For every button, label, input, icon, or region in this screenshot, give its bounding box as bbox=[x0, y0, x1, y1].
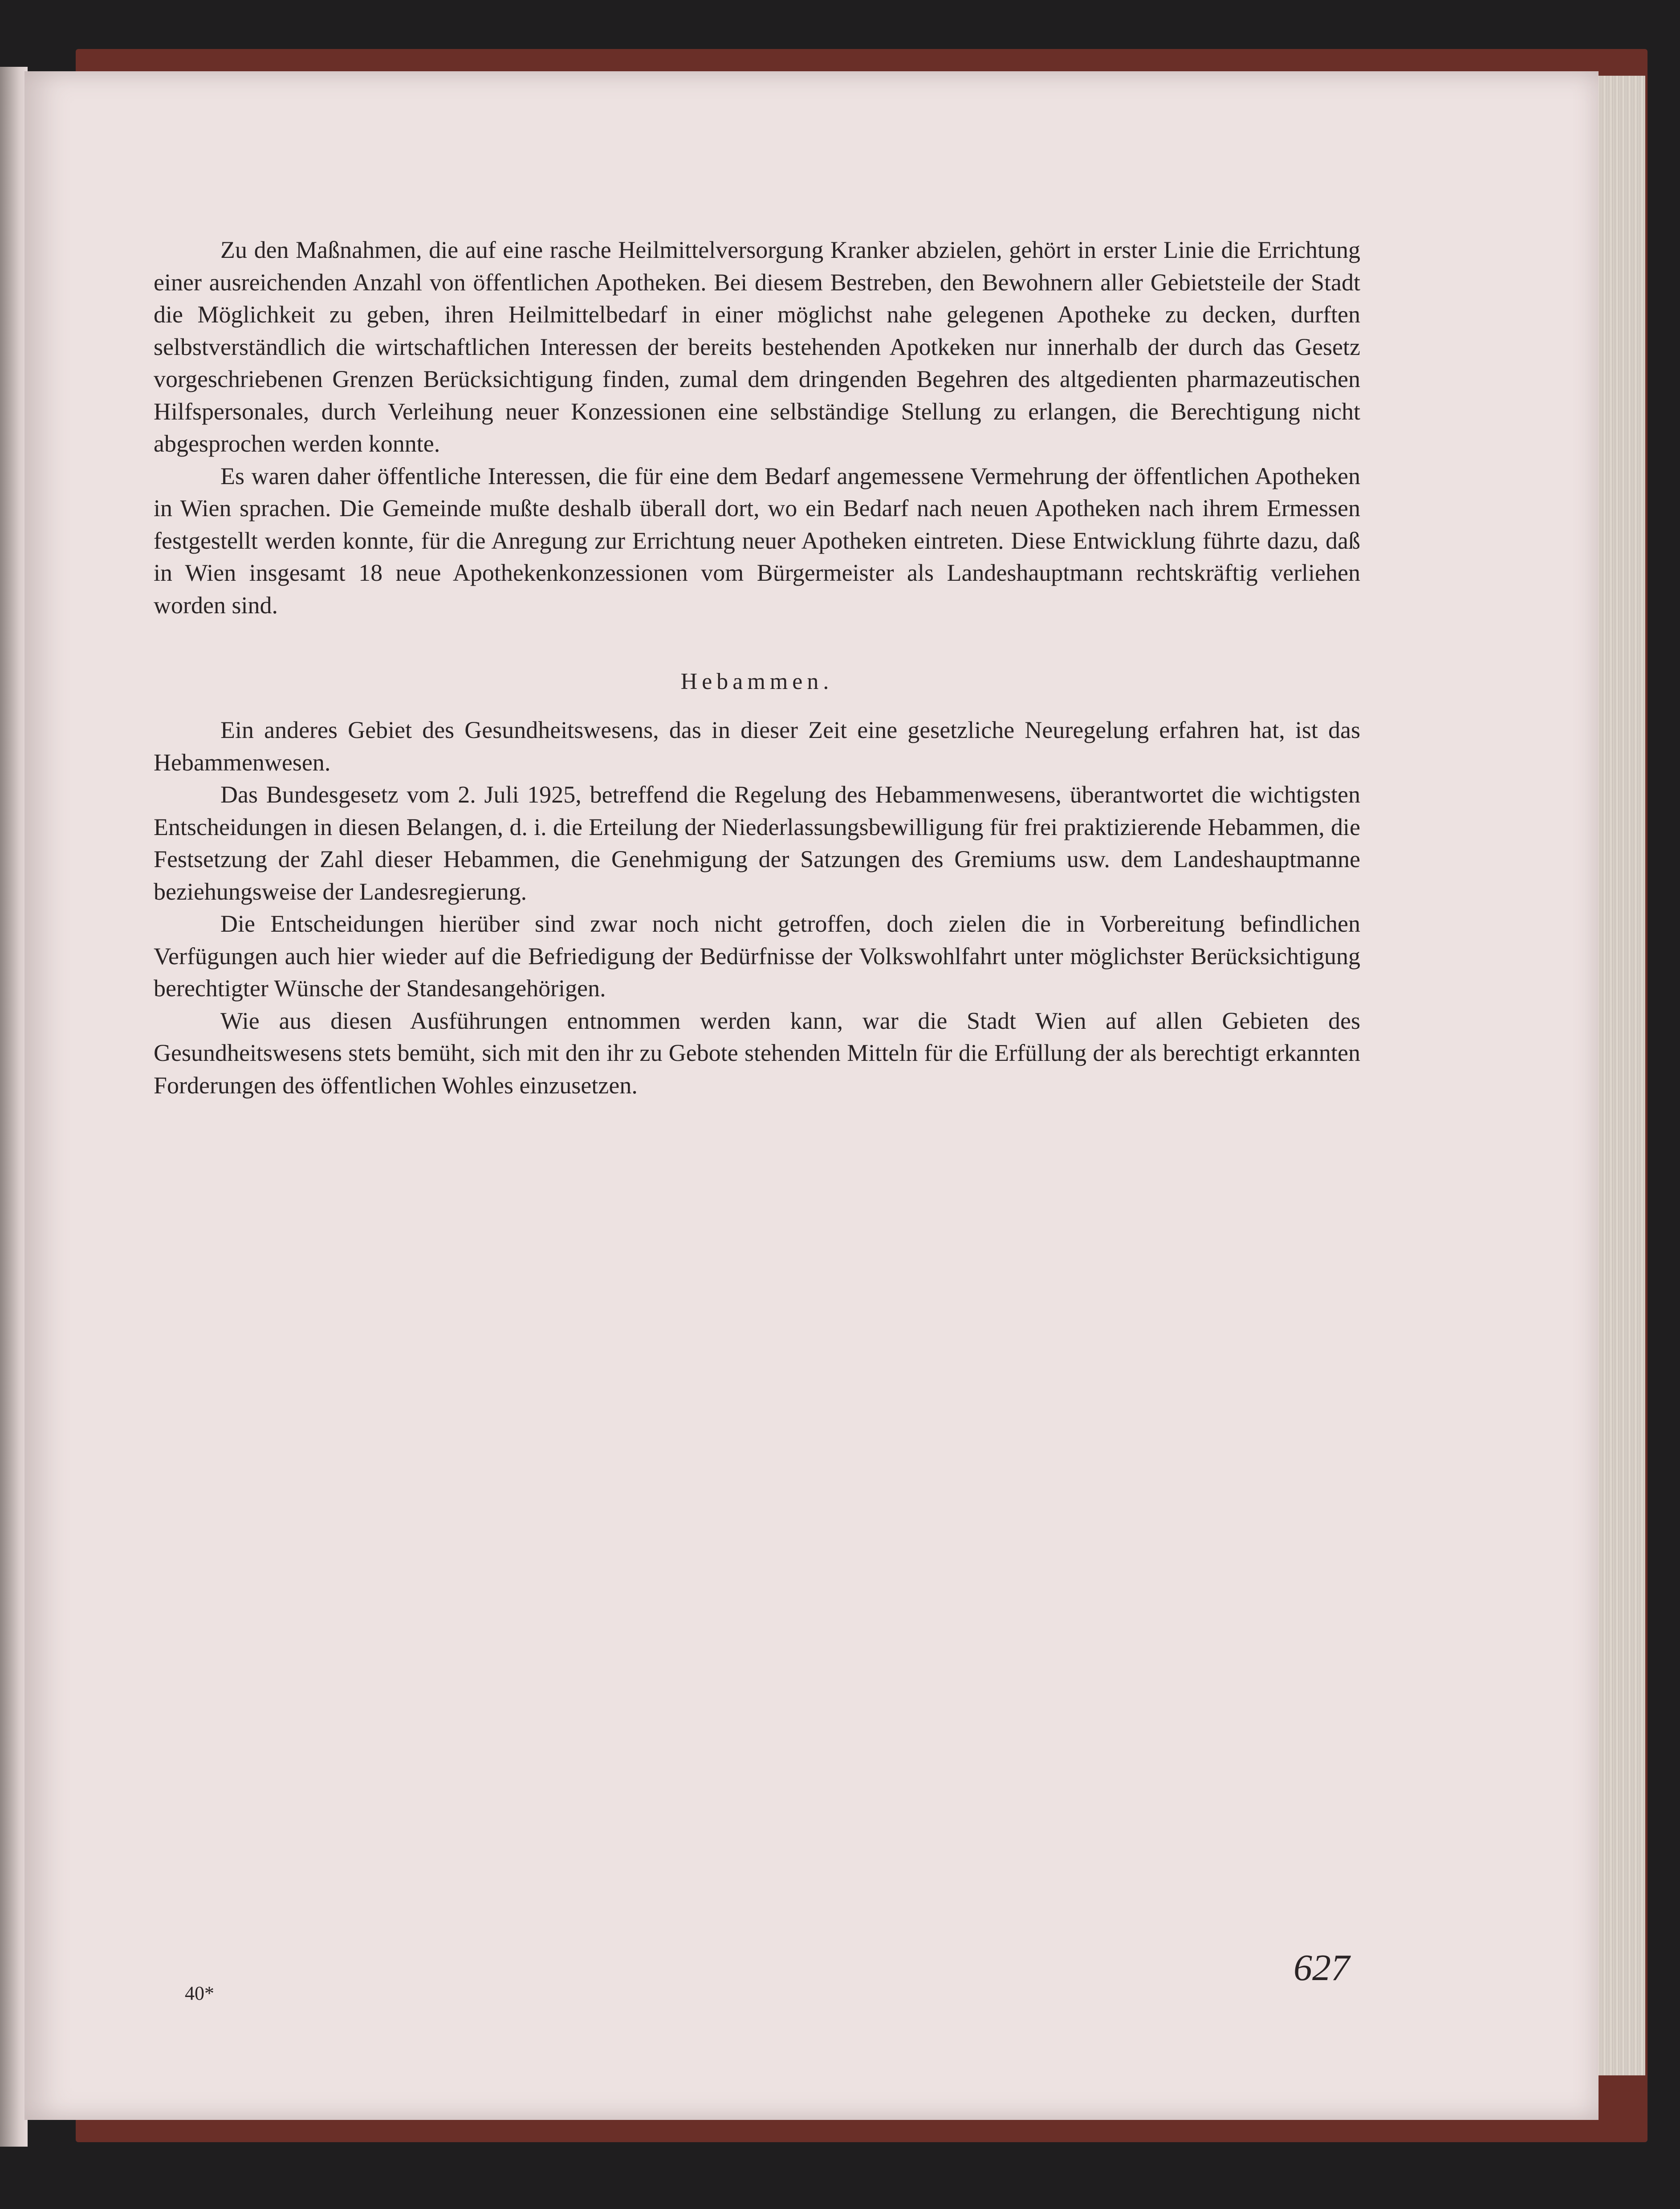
signature-mark: 40* bbox=[185, 1982, 214, 2004]
paragraph-hebammen-2: Das Bundesgesetz vom 2. Juli 1925, betreffend die Regelung des Hebammenwesens, überantwortet die wichtigsten Entscheidungen in diesen Belangen, d. i. die Erteilung der Niederlassungsbewilligung für frei praktizierende Hebammen, die Festsetzung der Zahl dieser Hebammen, die Genehmigung der Satzungen des Gremiums usw. dem Landeshauptmanne beziehungsweise der Landesregierung. bbox=[154, 781, 1360, 905]
book-page bbox=[24, 71, 1599, 2120]
text-block bbox=[154, 234, 1360, 1101]
page-number: 627 bbox=[1294, 1947, 1350, 1989]
facing-page-edge bbox=[0, 67, 28, 2147]
paragraph-apotheken-2: Es waren daher öffentliche Interessen, die für eine dem Bedarf angemessene Vermehrung der öffentlichen Apotheken in Wien sprachen. Die Gemeinde mußte deshalb überall dort, wo ein Bedarf nach neuen Apotheken nach ihrem Ermessen festgestellt werden konnte, für die Anregung zur Errichtung neuer Apotheken eintreten. Diese Entwicklung führte dazu, daß in Wien insgesamt 18 neue Apothekenkonzessionen vom Bürgermeister als Landeshauptmann rechtskräftig verliehen worden sind. bbox=[154, 462, 1360, 619]
paragraph-hebammen-1: Ein anderes Gebiet des Gesundheitswesens, das in dieser Zeit eine gesetzliche Neuregelung erfahren hat, ist das Hebammenwesen. bbox=[154, 717, 1360, 776]
paragraph-apotheken-1: Zu den Maßnahmen, die auf eine rasche Heilmittelversorgung Kranker abzielen, gehört in erster Linie die Errichtung einer ausreichenden Anzahl von öffentlichen Apotheken. Bei diesem Bestreben, den Bewohnern aller Gebietsteile der Stadt die Möglichkeit zu geben, ihren Heilmittelbedarf in einer möglichst nahe gelegenen Apotheke zu decken, durften selbstverständlich die wirtschaftlichen Interessen der bereits bestehenden Apotkeken nur innerhalb der durch das Gesetz vorgeschriebenen Grenzen Berücksichtigung finden, zumal dem dringenden Begehren des altgedienten pharmazeutischen Hilfspersonales, durch Verleihung neuer Konzessionen eine selbständige Stellung zu erlangen, die Berechtigung nicht abgesprochen werden konnte. bbox=[154, 236, 1360, 457]
paragraph-hebammen-4: Wie aus diesen Ausführungen entnommen werden kann, war die Stadt Wien auf allen Gebieten des Gesundheitswesens stets bemüht, sich mit den ihr zu Gebote stehenden Mitteln für die Erfüllung der als berechtigt erkannten Forderungen des öffentlichen Wohles einzusetzen. bbox=[154, 1007, 1360, 1099]
section-heading: Hebammen. bbox=[680, 669, 834, 694]
paragraph-hebammen-3: Die Entscheidungen hierüber sind zwar noch nicht getroffen, doch zielen die in Vorbereitung befindlichen Verfügungen auch hier wieder auf die Befriedigung der Bedürfnisse der Volkswohlfahrt unter möglichster Berücksichtigung berechtigter Wünsche der Standesangehörigen. bbox=[154, 910, 1360, 1002]
